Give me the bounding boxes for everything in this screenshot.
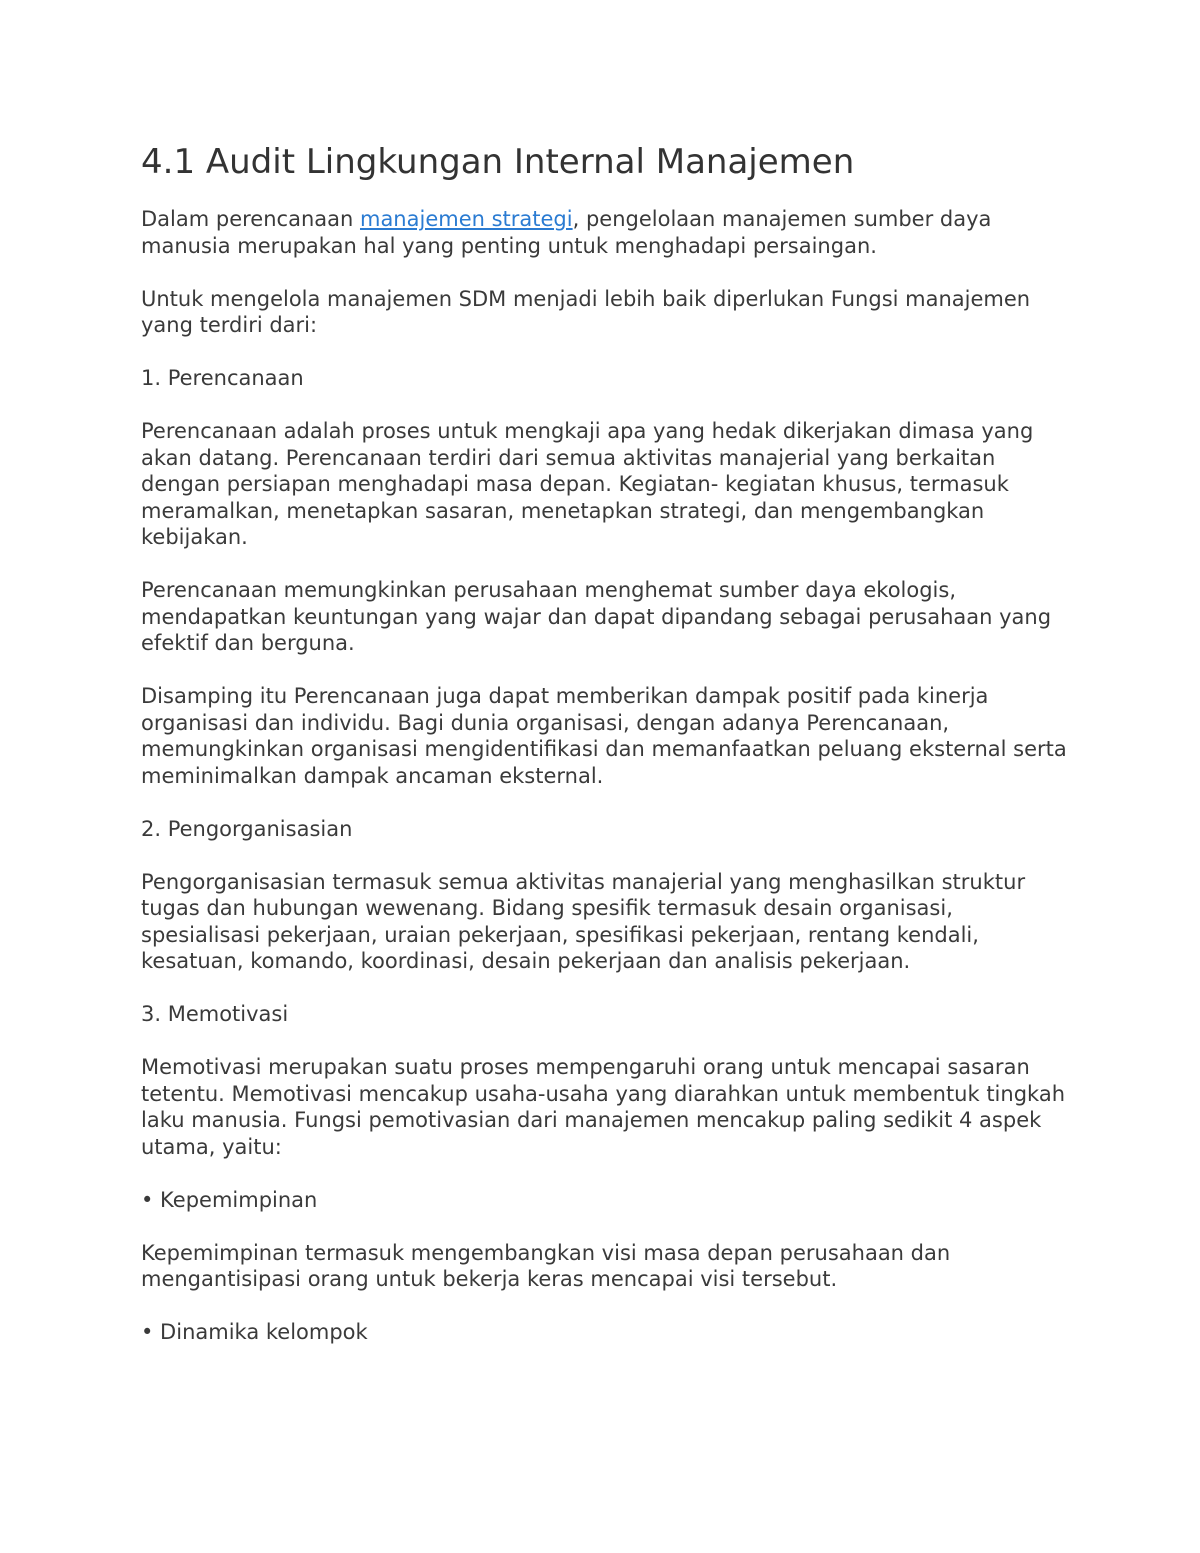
bullet-kepemimpinan: • Kepemimpinan [141,1187,318,1212]
paragraph-sdm-functions: Untuk mengelola manajemen SDM menjadi lebih baik diperlukan Fungsi manajemen yang terdiri dari: [141,286,1031,337]
heading-perencanaan: 1. Perencanaan [141,366,304,390]
document-title: 4.1 Audit Lingkungan Internal Manajemen [141,142,855,182]
paragraph-perencanaan-benefits: Perencanaan memungkinkan perusahaan menghemat sumber daya ekologis, mendapatkan keuntungan yang wajar dan dapat dipandang sebagai perusahaan yang efektif dan berguna. [141,578,1052,655]
document-page [141,140,1071,1372]
heading-pengorganisasian: 2. Pengorganisasian [141,816,353,841]
paragraph-kepemimpinan: Kepemimpinan termasuk mengembangkan visi masa depan perusahaan dan mengantisipasi orang untuk bekerja keras mencapai visi tersebut. [141,1240,951,1291]
heading-memotivasi: 3. Memotivasi [141,1002,289,1026]
intro-text-after-link: , pengelolaan manajemen sumber daya manusia merupakan hal yang penting untuk menghadapi persaingan. [141,207,992,258]
paragraph-perencanaan-definition: Perencanaan adalah proses untuk mengkaji apa yang hedak dikerjakan dimasa yang akan datang. Perencanaan terdiri dari semua aktivitas manajerial yang berkaitan dengan persiapan menghadapi masa depan. Kegiatan- kegiatan khusus, termasuk meramalkan, menetapkan sasaran, menetapkan strategi, dan mengembangkan kebijakan. [141,419,1034,549]
paragraph-memotivasi: Memotivasi merupakan suatu proses mempengaruhi orang untuk mencapai sasaran tetentu. Memotivasi mencakup usaha-usaha yang diarahkan untuk membentuk tingkah laku manusia. Fungsi pemotivasian dari manajemen mencakup paling sedikit 4 aspek utama, yaitu: [141,1055,1065,1159]
manajemen-strategi-link[interactable]: manajemen strategi [359,207,573,231]
bullet-dinamika-kelompok: • Dinamika kelompok [141,1320,368,1344]
intro-text-before-link: Dalam perencanaan [141,207,360,231]
intro-paragraph [141,206,1071,259]
paragraph-pengorganisasian: Pengorganisasian termasuk semua aktivitas manajerial yang menghasilkan struktur tugas dan hubungan wewenang. Bidang spesifik termasuk desain organisasi, spesialisasi pekerjaan, uraian pekerjaan, spesifikasi pekerjaan, rentang kendali, kesatuan, komando, koordinasi, desain pekerjaan dan analisis pekerjaan. [141,869,1026,973]
paragraph-perencanaan-impact: Disamping itu Perencanaan juga dapat memberikan dampak positif pada kinerja organisasi dan individu. Bagi dunia organisasi, dengan adanya Perencanaan, memungkinkan organisasi mengidentifikasi dan memanfaatkan peluang eksternal serta meminimalkan dampak ancaman eksternal. [141,684,1067,788]
